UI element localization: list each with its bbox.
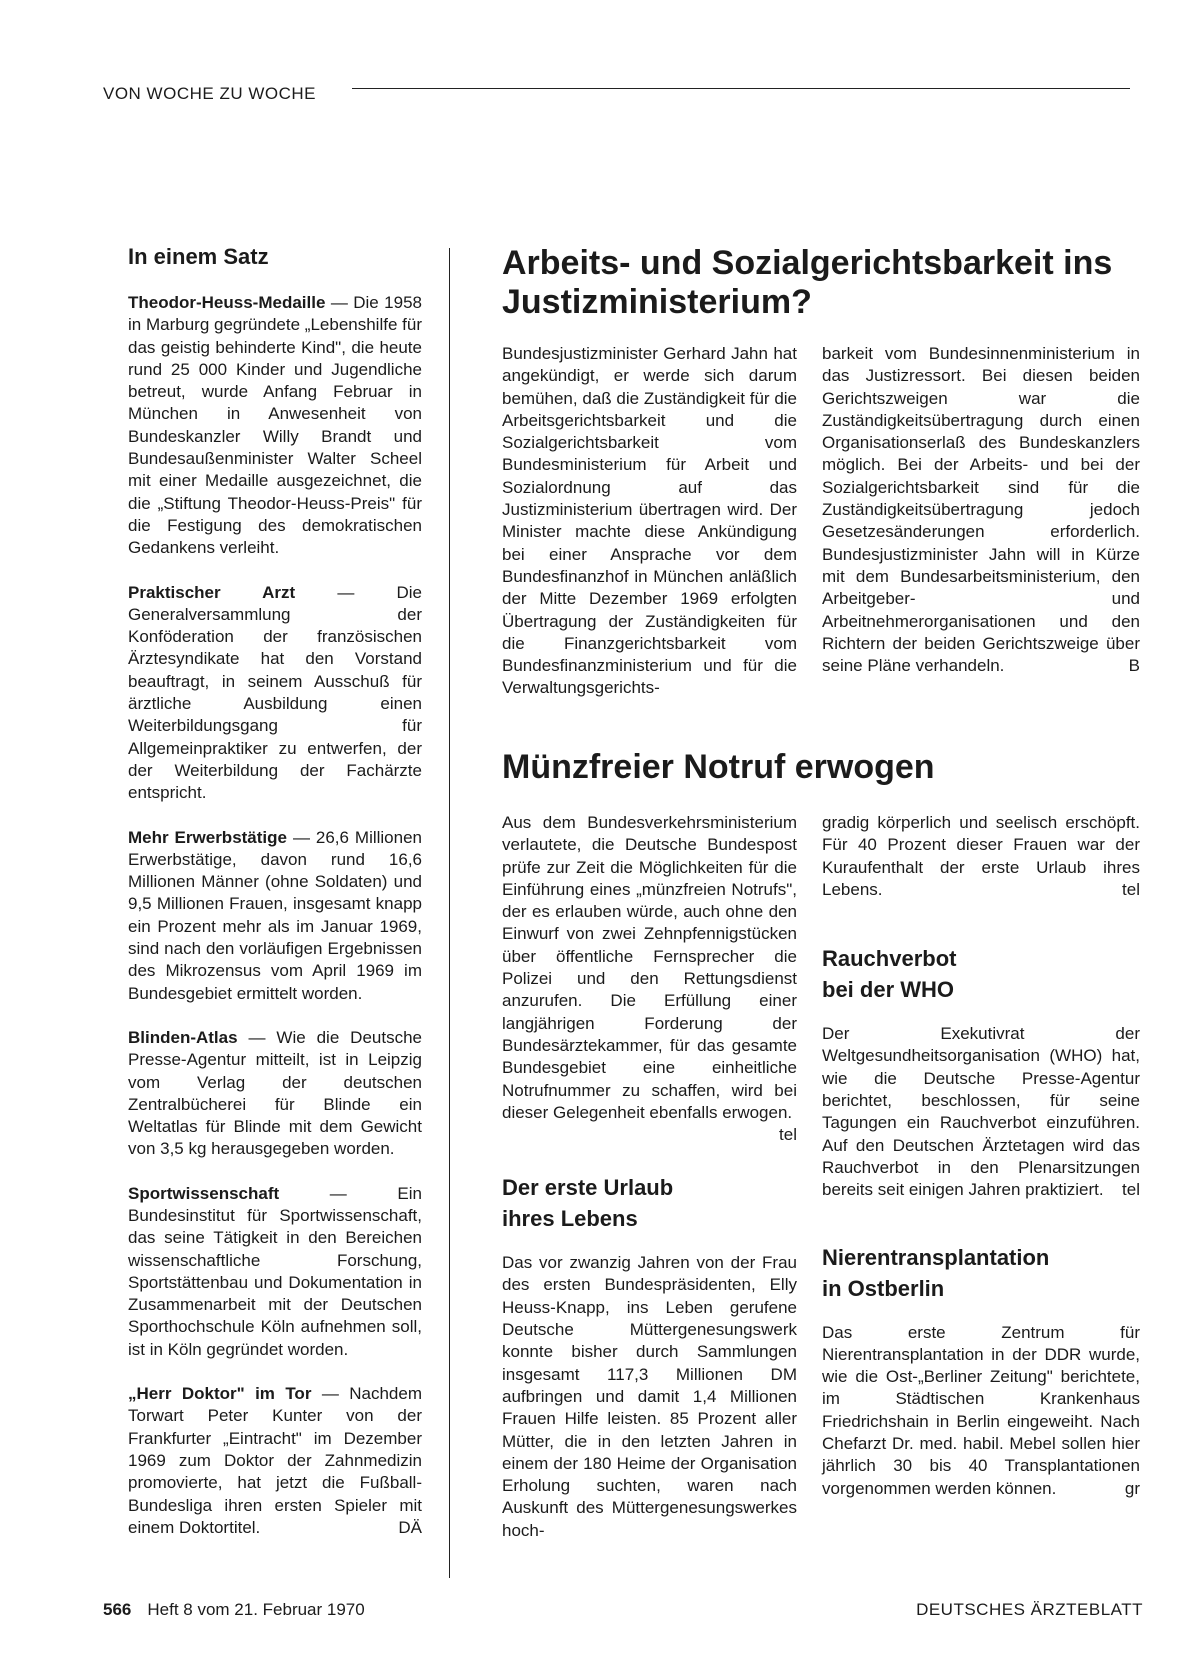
article-subhead: Nierentransplantation — [822, 1244, 1050, 1270]
article-paragraph: Bundesjustizminister Gerhard Jahn hat angekündigt, er werde sich darum bemühen, daß die Zuständigkeit für die Arbeitsgerichtsbarkeit und die Sozialgerichtsbarkeit vom Bundesministerium für Arbeit und Sozialordnung auf das Justizministerium übertragen wird. Der Minister machte diese Ankündigung bei einer Ansprache vor dem Bundesfinanzhof in München anläßlich der Mitte Dezember 1969 erfolgten Übertragung der Zuständigkeiten für die Finanzgerichtsbarkeit vom Bundesfinanzministerium und für die Verwaltungsgerichts- — [502, 344, 797, 698]
author-initials: tel — [779, 1125, 797, 1145]
issue-date: Heft 8 vom 21. Februar 1970 — [147, 1600, 365, 1619]
header-rule — [352, 88, 1130, 89]
author-initials: B — [1128, 656, 1140, 676]
article-body-column — [502, 812, 797, 1542]
news-item-text: — Wie die Deutsche Presse-Agentur mitteilt, ist in Leipzig vom Verlag der deutschen Zentralbücherei für Blinde ein Weltatlas für Blinde mit dem Gewicht von 3,5 kg herausgegeben worden. — [128, 1027, 422, 1159]
news-item — [128, 827, 422, 1005]
column-divider — [449, 248, 450, 1578]
article-der-erste-urlaub — [502, 1172, 797, 1542]
article-subhead: Der erste Urlaub — [502, 1175, 674, 1201]
article-paragraph: Das vor zwanzig Jahren von der Frau des ersten Bundespräsidenten, Elly Heuss-Knapp, ins Leben gerufene Deutsche Müttergenesungswerk konnte bisher durch Sammlungen insgesamt 117,3 Millionen DM aufbringen und damit 1,4 Millionen Frauen Hilfe leisten. 85 Prozent aller Mütter, die in den letzten Jahren in einem der 180 Heime der Organisation Erholung suchten, waren nach Auskunft des Müttergenesungswerkes hoch- — [502, 1253, 797, 1540]
section-header: VON WOCHE ZU WOCHE — [103, 84, 316, 103]
article-subhead: Rauchverbot — [822, 946, 957, 972]
article-rauchverbot — [822, 943, 1140, 1201]
publication-name: DEUTSCHES ÄRZTEBLATT — [916, 1600, 1143, 1619]
news-item-lead: Praktischer Arzt — [128, 582, 296, 602]
news-item-lead: Theodor-Heuss-Medaille — [128, 293, 326, 312]
news-item — [128, 1183, 422, 1361]
article-paragraph: barkeit vom Bundesinnenministerium in das Justizressort. Bei diesen beiden Gerichtszweigen war die Zuständigkeitsübertragung durch einen Organisationserlaß des Bundeskanzlers möglich. Bei der Arbeits- und bei der Sozialgerichtsbarkeit sind für die Zuständigkeitsübertragung jedoch Gesetzesänderungen erforderlich. Bundesjustizminister Jahn will in Kürze mit dem Bundesarbeitsministerium, den Arbeitgeber- und Arbeitnehmerorganisationen und den Richtern der beiden Gerichtszweige über seine Pläne verhandeln. — [822, 344, 1140, 676]
news-item-text: — Die Generalversammlung der Konföderation der französischen Ärztesyndikate hat den Vorstand beauftragt, in seinem Ausschuß für ärztliche Ausbildung einen Weiterbildungsgang für Allgemeinpraktiker zu entwerfen, der der Weiterbildung der Fachärzte entspricht. — [128, 582, 422, 803]
author-initials: tel — [1122, 879, 1140, 899]
news-item-text: — Die 1958 in Marburg gegründete „Lebenshilfe für das geistig behinderte Kind", die heute rund 25 000 Kinder und Jugendliche betreut, wurde Anfang Februar in München in Anwesenheit von Bundeskanzler Willy Brandt und Bundesaußenminister Walter Scheel mit einer Medaille ausgezeichnet, die die „Stiftung Theodor-Heuss-Preis" für die Festigung des demokratischen Gedankens verleiht. — [128, 293, 422, 558]
article-paragraph: Aus dem Bundesverkehrsministerium verlautete, die Deutsche Bundespost prüfe zur Zeit die Möglichkeiten für die Einführung eines „münzfreien Notrufs", der es erlauben würde, auch ohne den Einwurf von zwei Zehnpfennigstücken über öffentliche Fernsprecher die Polizei und den Rettungsdienst anzurufen. Die Erfüllung einer langjährigen Forderung der Bundesärztekammer, für das gesamte Bundesgebiet eine einheitliche Notrufnummer zu schaffen, wird bei dieser Gelegenheit ebenfalls erwogen. — [502, 813, 797, 1122]
sidebar-title: In einem Satz — [128, 244, 269, 269]
news-item-lead: „Herr Doktor" im Tor — [128, 1384, 312, 1404]
article-headline: Münzfreier Notruf erwogen — [502, 748, 935, 786]
article-subhead: bei der WHO — [822, 977, 955, 1003]
article-body-column — [822, 812, 1140, 1500]
article-nierentransplantation — [822, 1242, 1140, 1500]
article-headline: Arbeits- und Sozialgerichtsbarkeit ins Justizministerium? — [502, 244, 1113, 321]
news-item-text: — 26,6 Millionen Erwerbstätige, davon rund 16,6 Millionen Männer (ohne Soldaten) und 9,5 Millionen Frauen, insgesamt knapp ein Prozent mehr als im Januar 1969, sind nach den vorläufigen Ergebnissen des Mikrozensus vom April 1969 im Bundesgebiet ermittelt worden. — [128, 827, 422, 1003]
news-item-lead: Mehr Erwerbstätige — [128, 827, 287, 847]
news-item — [128, 1383, 422, 1539]
news-item — [128, 292, 422, 560]
article-subhead: in Ostberlin — [822, 1275, 945, 1301]
article-body-column — [822, 343, 1140, 677]
news-item-lead: Sportwissenschaft — [128, 1183, 280, 1203]
article-paragraph: gradig körperlich und seelisch erschöpft. Für 40 Prozent dieser Frauen war der Kuraufenthalt der erste Urlaub ihres Lebens. — [822, 813, 1140, 899]
article-subhead: ihres Lebens — [502, 1206, 638, 1232]
author-initials: DÄ — [398, 1517, 422, 1537]
page-number: 566 — [103, 1600, 132, 1619]
article-paragraph: Das erste Zentrum für Nierentransplantation in der DDR wurde, wie die Ost-„Berliner Zeitung" berichtete, im Städtischen Krankenhaus Friedrichshain in Berlin eingeweiht. Nach Chefarzt Dr. med. habil. Mebel sollen hier jährlich 30 bis 40 Transplantationen vorgenommen werden können. — [822, 1322, 1140, 1498]
news-item — [128, 582, 422, 805]
news-item-lead: Blinden-Atlas — [128, 1027, 238, 1047]
author-initials: gr — [1124, 1478, 1140, 1498]
news-item-text: — Ein Bundesinstitut für Sportwissenschaft, das seine Tätigkeit in den Bereichen wissenschaftliche Forschung, Sportstättenbau und Dokumentation in Zusammenarbeit mit der Deutschen Sporthochschule Köln aufnehmen soll, ist in Köln gegründet worden. — [128, 1183, 422, 1359]
news-item-text: — Nachdem Torwart Peter Kunter von der Frankfurter „Eintracht" im Dezember 1969 zum Doktor der Zahnmedizin promovierte, hat jetzt die Fußball-Bundesliga ihren ersten Spieler mit einem Doktortitel. — [128, 1384, 422, 1537]
footer-issue-info — [103, 1600, 365, 1620]
sidebar-in-einem-satz — [128, 244, 422, 1561]
author-initials: tel — [1122, 1180, 1140, 1200]
article-paragraph: Der Exekutivrat der Weltgesundheitsorganisation (WHO) hat, wie die Deutsche Presse-Agentur berichtet, beschlossen, für seine Tagungen ein Rauchverbot einzuführen. Auf den Deutschen Ärztetagen wird das Rauchverbot in den Plenarsitzungen bereits seit einigen Jahren praktiziert. — [822, 1024, 1140, 1200]
article-body-column — [502, 343, 797, 700]
news-item — [128, 1027, 422, 1161]
